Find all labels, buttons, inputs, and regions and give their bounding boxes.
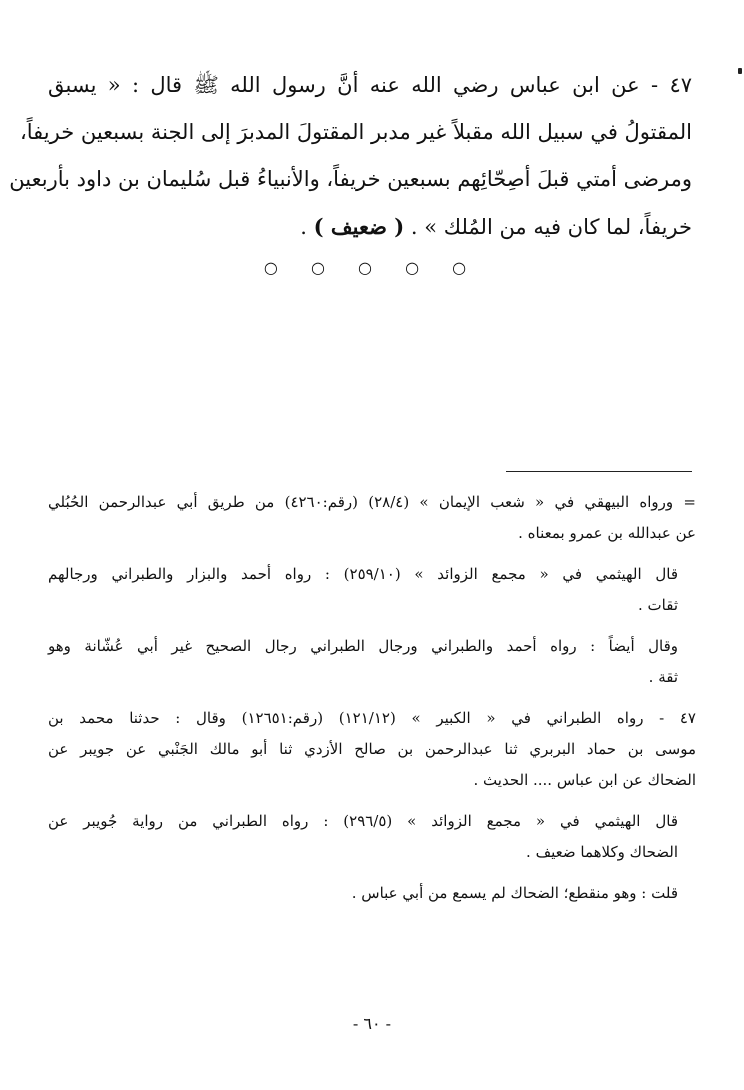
hadith-grade: ( ضعيف ): [313, 214, 405, 239]
footnote-line: ثقة .: [648, 668, 678, 686]
footnote-paragraph: [48, 806, 696, 868]
footnote-line: قلت : وهو منقطع؛ الضحاك لم يسمع من أبي عباس .: [351, 884, 678, 902]
footnote-line: الضحاك وكلاهما ضعيف .: [526, 843, 678, 861]
footnote-paragraph: [48, 487, 696, 549]
footnote-line: قال الهيثمي في « مجمع الزوائد » (٢٥٩/١٠) : رواه أحمد والبزار والطبراني ورجالهم: [48, 565, 678, 583]
footnote-line: وقال أيضاً : رواه أحمد والطبراني ورجال الطبراني رجال الصحيح غير أبي عُشّانة وهو: [48, 637, 678, 655]
margin-mark: [738, 68, 742, 74]
hadith-line-last: [48, 203, 692, 251]
footnote-line: موسى بن حماد البربري ثنا عبدالرحمن بن صالح الأزدي ثنا أبو مالك الجَنْبي عن جويبر عن: [48, 740, 696, 758]
footnote-paragraph: [48, 559, 696, 621]
hadith-line: ومرضى أمتي قبلَ أصِحّائِهم بسبعين خريفاً، والأنبياءُ قبل سُليمان بن داود بأربعين: [9, 167, 692, 191]
footnote-line: قال الهيثمي في « مجمع الزوائد » (٢٩٦/٥) : رواه الطبراني من رواية جُويبر عن: [48, 812, 678, 830]
footnote-line: ثقات .: [638, 596, 678, 614]
hadith-line-text: خريفاً، لما كان فيه من المُلك » .: [410, 215, 692, 239]
footnote-divider: [506, 471, 692, 472]
footnote-line: الضحاك عن ابن عباس .... الحديث .: [473, 771, 696, 789]
footnote-paragraph: [48, 878, 696, 909]
hadith-grade-end: .: [300, 215, 314, 239]
footnotes: [48, 487, 696, 919]
hadith-text: [9, 62, 692, 251]
section-separator: ○ ○ ○ ○ ○: [263, 258, 481, 277]
footnote-paragraph: [48, 631, 696, 693]
footnote-line: ٤٧ - رواه الطبراني في « الكبير » (١٢١/١٢) (رقم:١٢٦٥١) وقال : حدثنا محمد بن: [48, 709, 696, 727]
footnote-paragraph: [48, 703, 696, 796]
hadith-line: المقتولُ في سبيل الله مقبلاً غير مدبر المقتولَ المدبرَ إلى الجنة بسبعين خريفاً،: [19, 120, 692, 144]
footnote-line: = ورواه البيهقي في « شعب الإيمان » (٢٨/٤) (رقم:٤٢٦٠) من طريق أبي عبدالرحمن الحُبُلي: [48, 493, 696, 511]
footnote-line: عن عبدالله بن عمرو بمعناه .: [518, 524, 696, 542]
page-number: - ٦٠ -: [352, 1014, 392, 1033]
hadith-line: ٤٧ - عن ابن عباس رضي الله عنه أنَّ رسول الله ﷺ قال : « يسبق: [48, 73, 692, 97]
